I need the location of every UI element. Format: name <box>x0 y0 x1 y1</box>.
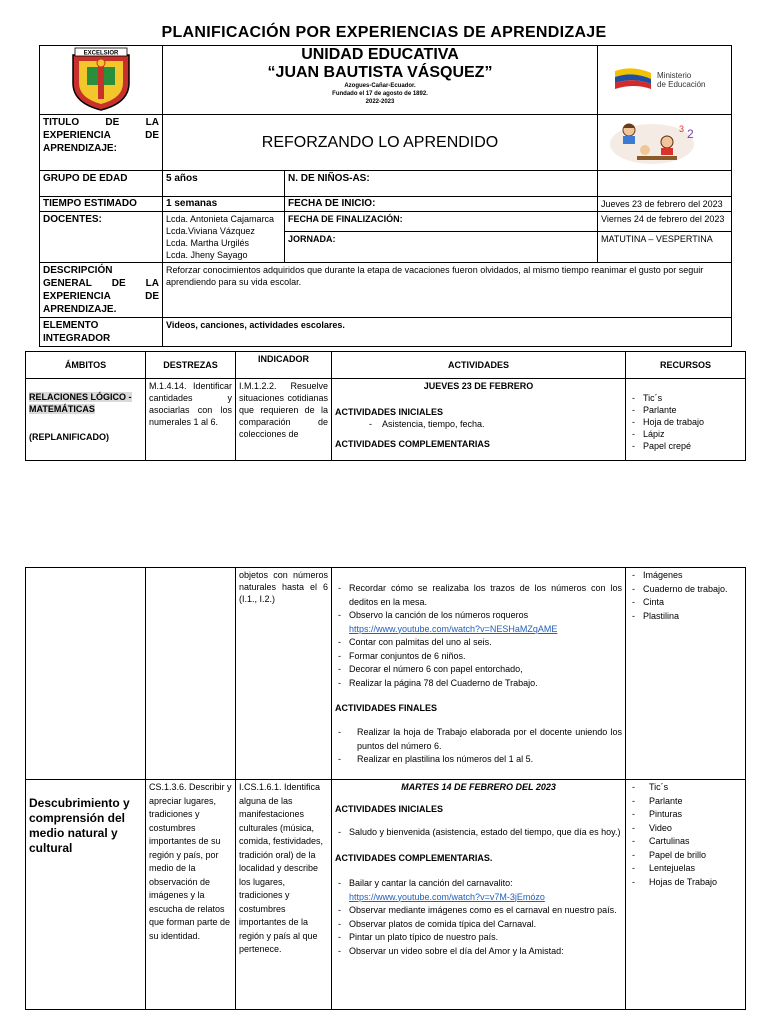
final-activity-item: - Realizar la hoja de Trabajo elaborada por el docente uniendo los puntos del número 6. <box>335 726 622 753</box>
estimated-time-value: 1 semanas <box>163 197 285 212</box>
end-date-value: Viernes 24 de febrero del 2023 <box>598 212 732 232</box>
header-recursos: RECURSOS <box>626 352 746 379</box>
svg-text:2: 2 <box>687 127 694 141</box>
resource-item: - Lentejuelas <box>629 862 742 876</box>
row1-activities <box>332 379 626 461</box>
children-count-label: N. DE NIÑOS-AS: <box>285 171 598 197</box>
resource-item: - Parlante <box>629 795 742 809</box>
activity-item: - Observar platos de comida típica del Carnaval. <box>335 918 622 932</box>
resource-item: - Tic´s <box>629 781 742 795</box>
row1-destreza: M.1.4.14. Identificar cantidades y asociarlas con los numerales 1 al 6. <box>146 379 236 461</box>
row1-cont-activities <box>332 568 626 780</box>
integrating-element-value: Videos, canciones, actividades escolares. <box>163 318 732 347</box>
resource-item: - Parlante <box>629 404 742 416</box>
row2-ambito <box>26 780 146 1010</box>
resource-item: - Papel de brillo <box>629 849 742 863</box>
header-actividades: ACTIVIDADES <box>332 352 626 379</box>
ministry-logo <box>613 67 728 93</box>
activity-item: - Recordar cómo se realizaba los trazos de los números con los deditos en la mesa. <box>335 582 622 609</box>
teacher-name: Lcda. Antonieta Cajamarca <box>166 214 275 224</box>
resource-item: - Hoja de trabajo <box>629 416 742 428</box>
row1-cont-indicador <box>236 568 332 780</box>
resource-item: - Papel crepé <box>629 440 742 452</box>
activity-item: - Observar mediante imágenes como es el carnaval en nuestro país. <box>335 904 622 918</box>
title-label: TITULO DE LA EXPERIENCIA DE APRENDIZAJE: <box>40 115 163 171</box>
row1-cont-resources <box>626 568 746 780</box>
estimated-time-label: TIEMPO ESTIMADO <box>40 197 163 212</box>
resource-item: - Cartulinas <box>629 835 742 849</box>
resource-item: - Tic´s <box>629 392 742 404</box>
kids-illustration-cell <box>598 115 732 171</box>
initial-activity-item: - Asistencia, tiempo, fecha. <box>369 419 485 429</box>
youtube-link[interactable]: https://www.youtube.com/watch?v=NESHaMZqAME <box>349 623 558 634</box>
description-label: DESCRIPCIÓN GENERAL DE LA EXPERIENCIA DE APRENDIZAJE. <box>40 263 163 318</box>
teacher-name: Lcda. Jheny Sayago <box>166 250 248 260</box>
school-location: Azogues-Cañar-Ecuador. <box>344 83 416 89</box>
complementary-activities-label: ACTIVIDADES COMPLEMENTARIAS. <box>335 852 493 863</box>
row1-indicador: I.M.1.2.2. Resuelve situaciones cotidianas que requieren de la comparación de colecciones de <box>236 379 332 461</box>
teachers-label: DOCENTES: <box>40 212 163 263</box>
ambito-note: (REPLANIFICADO) <box>29 432 109 442</box>
resource-item: - Imágenes <box>629 569 742 583</box>
page-title: PLANIFICACIÓN POR EXPERIENCIAS DE APRENDIZAJE <box>161 24 607 41</box>
resource-item: - Lápiz <box>629 428 742 440</box>
resource-item: - Pinturas <box>629 808 742 822</box>
svg-text:3: 3 <box>679 124 685 134</box>
school-header-cell <box>163 46 598 115</box>
integrating-element-label: ELEMENTO INTEGRADOR <box>40 318 163 347</box>
ambito-name: Descubrimiento y comprensión del medio natural y cultural <box>29 796 130 855</box>
indicator-continuation: objetos con números naturales hasta el 6 (I.1., I.2.) <box>239 570 328 604</box>
school-crest-cell <box>40 46 163 115</box>
teachers-list <box>163 212 285 263</box>
plan-table-part2 <box>25 567 746 1010</box>
activity-item: - Contar con palmitas del uno al seis. <box>335 636 622 650</box>
school-founded: Fundado el 17 de agosto de 1892. <box>332 91 428 97</box>
activity-item: - Realizar la página 78 del Cuaderno de Trabajo. <box>335 677 622 691</box>
end-date-label: FECHA DE FINALIZACIÓN: <box>285 212 598 232</box>
crest-motto: EXCELSIOR <box>83 50 119 57</box>
row1-ambito <box>26 379 146 461</box>
resource-item: - Cinta <box>629 596 742 610</box>
ministry-flag-icon <box>613 67 653 93</box>
plan-table-part1 <box>25 351 746 461</box>
activity-item: - Observo la canción de los números roqueros https://www.youtube.com/watch?v=NESHaMZqAME <box>335 609 622 636</box>
header-destrezas: DESTREZAS <box>146 352 236 379</box>
school-name-line1: UNIDAD EDUCATIVA <box>301 46 459 63</box>
age-group-value: 5 años <box>163 171 285 197</box>
teacher-name: Lcda. Martha Urgilés <box>166 238 250 248</box>
header-ambitos: ÁMBITOS <box>26 352 146 379</box>
row2-resources <box>626 780 746 1010</box>
shift-label: JORNADA: <box>285 232 598 263</box>
teacher-name: Lcda.Viviana Vázquez <box>166 226 255 236</box>
children-count-value <box>598 171 732 197</box>
kids-studying-icon <box>607 116 697 166</box>
school-crest-icon <box>65 47 137 113</box>
activity-item: - Bailar y cantar la canción del carnavalito: https://www.youtube.com/watch?v=v7M-3jEmózo <box>335 877 622 904</box>
info-table <box>39 45 732 347</box>
school-year: 2022-2023 <box>365 99 395 105</box>
activity-date: JUEVES 23 DE FEBRERO <box>423 381 534 391</box>
initial-activity-item: - Saludo y bienvenida (asistencia, estado del tiempo, que día es hoy.) <box>335 826 622 840</box>
age-group-label: GRUPO DE EDAD <box>40 171 163 197</box>
activity-item: - Observar un video sobre el día del Amor y la Amistad: <box>335 945 622 959</box>
row2-destreza: CS.1.3.6. Describir y apreciar lugares, tradiciones y costumbres importantes de su región y país, por medio de la observación de imágenes y la escucha de relatos que forman parte de su identidad. <box>146 780 236 1010</box>
ministry-text-2: de Educación <box>657 80 706 89</box>
shift-value: MATUTINA – VESPERTINA <box>598 232 732 263</box>
resource-item: - Video <box>629 822 742 836</box>
start-date-label: FECHA DE INICIO: <box>285 197 598 212</box>
header-indicador: INDICADOR <box>236 352 332 379</box>
description-value: Reforzar conocimientos adquiridos que durante la etapa de vacaciones fueron olvidados, al mismo tiempo reanimar el gusto por seguir aprendiendo para su vida escolar. <box>163 263 732 318</box>
experience-title: REFORZANDO LO APRENDIDO <box>163 115 598 171</box>
row2-indicador: I.CS.1.6.1. Identifica alguna de las manifestaciones culturales (música, comida, festividades, tradición oral) de la localidad y describe los lugares, tradiciones y costumbres importantes de la región y país al que pertenece. <box>236 780 332 1010</box>
row1-resources <box>626 379 746 461</box>
initial-activities-label: ACTIVIDADES INICIALES <box>335 407 444 417</box>
ministry-logo-cell <box>598 46 732 115</box>
school-name-line2: “JUAN BAUTISTA VÁSQUEZ” <box>267 64 493 81</box>
row1-cont-ambito <box>26 568 146 780</box>
activity-item: - Pintar un plato típico de nuestro país. <box>335 931 622 945</box>
activity-item: - Formar conjuntos de 6 niños. <box>335 650 622 664</box>
resource-item: - Plastilina <box>629 610 742 624</box>
activity-item: - Decorar el número 6 con papel entorchado, <box>335 663 622 677</box>
final-activities-label: ACTIVIDADES FINALES <box>335 703 438 713</box>
resource-item: - Hojas de Trabajo <box>629 876 742 890</box>
complementary-activities-label: ACTIVIDADES COMPLEMENTARIAS <box>335 439 490 449</box>
final-activity-item: - Realizar en plastilina los números del 1 al 5. <box>335 753 622 767</box>
youtube-link[interactable]: https://www.youtube.com/watch?v=v7M-3jEmózo <box>349 891 545 902</box>
activity-date: MARTES 14 DE FEBRERO DEL 2023 <box>401 782 556 792</box>
resource-item: - Cuaderno de trabajo. <box>629 583 742 597</box>
row1-cont-destreza <box>146 568 236 780</box>
start-date-value: Jueves 23 de febrero del 2023 <box>598 197 732 212</box>
row2-activities <box>332 780 626 1010</box>
ministry-text-1: Ministerio <box>657 71 692 80</box>
ambito-name: RELACIONES LÓGICO - MATEMÁTICAS <box>29 392 132 414</box>
initial-activities-label: ACTIVIDADES INICIALES <box>335 803 444 814</box>
